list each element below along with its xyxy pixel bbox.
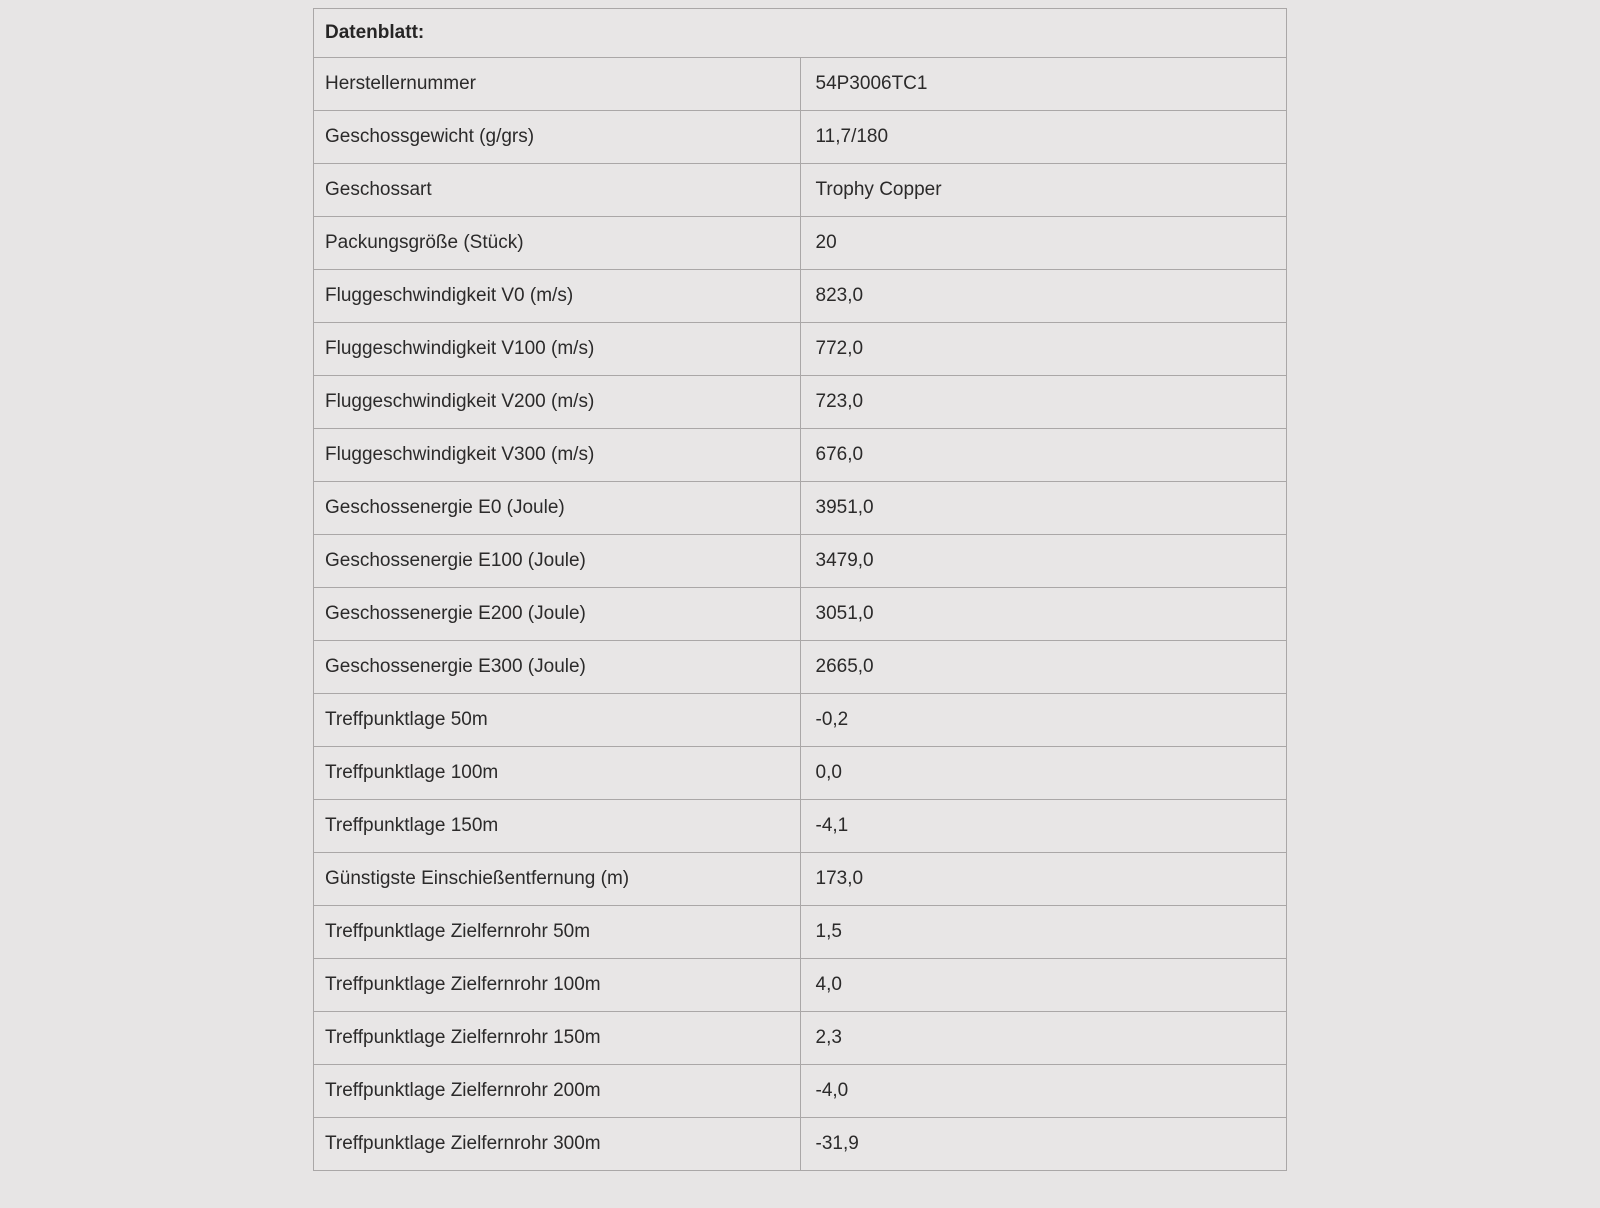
row-value-cell: 3051,0: [800, 588, 1287, 641]
row-label-cell: Treffpunktlage Zielfernrohr 150m: [314, 1012, 801, 1065]
row-label-cell: Herstellernummer: [314, 58, 801, 111]
row-value-cell: 20: [800, 217, 1287, 270]
table-row: [314, 747, 1287, 800]
row-value-cell: Trophy Copper: [800, 164, 1287, 217]
table-row: [314, 58, 1287, 111]
datasheet-section: [313, 8, 1287, 1171]
row-label-cell: Treffpunktlage Zielfernrohr 50m: [314, 906, 801, 959]
row-label-cell: Geschossenergie E200 (Joule): [314, 588, 801, 641]
row-value-cell: -31,9: [800, 1118, 1287, 1171]
row-label-cell: Geschossenergie E100 (Joule): [314, 535, 801, 588]
row-value-cell: 3479,0: [800, 535, 1287, 588]
row-value-cell: 723,0: [800, 376, 1287, 429]
table-row: [314, 800, 1287, 853]
row-label-cell: Fluggeschwindigkeit V0 (m/s): [314, 270, 801, 323]
row-value-cell: 11,7/180: [800, 111, 1287, 164]
row-label-cell: Packungsgröße (Stück): [314, 217, 801, 270]
row-label-cell: Günstigste Einschießentfernung (m): [314, 853, 801, 906]
row-label-cell: Treffpunktlage Zielfernrohr 300m: [314, 1118, 801, 1171]
table-row: [314, 588, 1287, 641]
table-row: [314, 641, 1287, 694]
row-label-cell: Geschossenergie E300 (Joule): [314, 641, 801, 694]
row-label-cell: Geschossart: [314, 164, 801, 217]
table-row: [314, 376, 1287, 429]
table-row: [314, 217, 1287, 270]
row-label-cell: Treffpunktlage Zielfernrohr 100m: [314, 959, 801, 1012]
row-value-cell: -4,0: [800, 1065, 1287, 1118]
row-value-cell: 0,0: [800, 747, 1287, 800]
table-row: [314, 694, 1287, 747]
table-header-row: [314, 9, 1287, 58]
datasheet-table: [313, 8, 1287, 1171]
row-label-cell: Treffpunktlage 100m: [314, 747, 801, 800]
row-label-cell: Geschossenergie E0 (Joule): [314, 482, 801, 535]
row-value-cell: 772,0: [800, 323, 1287, 376]
row-value-cell: 676,0: [800, 429, 1287, 482]
row-label-cell: Treffpunktlage 50m: [314, 694, 801, 747]
row-label-cell: Fluggeschwindigkeit V200 (m/s): [314, 376, 801, 429]
table-row: [314, 164, 1287, 217]
row-value-cell: 2665,0: [800, 641, 1287, 694]
table-row: [314, 270, 1287, 323]
table-row: [314, 1065, 1287, 1118]
table-row: [314, 482, 1287, 535]
table-row: [314, 959, 1287, 1012]
table-title: Datenblatt:: [314, 9, 1287, 58]
row-label-cell: Fluggeschwindigkeit V300 (m/s): [314, 429, 801, 482]
row-label-cell: Fluggeschwindigkeit V100 (m/s): [314, 323, 801, 376]
table-row: [314, 323, 1287, 376]
table-row: [314, 853, 1287, 906]
table-body: [314, 58, 1287, 1171]
row-value-cell: 2,3: [800, 1012, 1287, 1065]
table-row: [314, 429, 1287, 482]
row-value-cell: 173,0: [800, 853, 1287, 906]
table-row: [314, 1012, 1287, 1065]
row-value-cell: 1,5: [800, 906, 1287, 959]
row-label-cell: Treffpunktlage 150m: [314, 800, 801, 853]
row-value-cell: 3951,0: [800, 482, 1287, 535]
row-value-cell: -4,1: [800, 800, 1287, 853]
row-label-cell: Treffpunktlage Zielfernrohr 200m: [314, 1065, 801, 1118]
table-row: [314, 906, 1287, 959]
row-value-cell: 823,0: [800, 270, 1287, 323]
table-row: [314, 1118, 1287, 1171]
row-value-cell: 54P3006TC1: [800, 58, 1287, 111]
row-value-cell: 4,0: [800, 959, 1287, 1012]
table-row: [314, 535, 1287, 588]
row-label-cell: Geschossgewicht (g/grs): [314, 111, 801, 164]
row-value-cell: -0,2: [800, 694, 1287, 747]
table-row: [314, 111, 1287, 164]
